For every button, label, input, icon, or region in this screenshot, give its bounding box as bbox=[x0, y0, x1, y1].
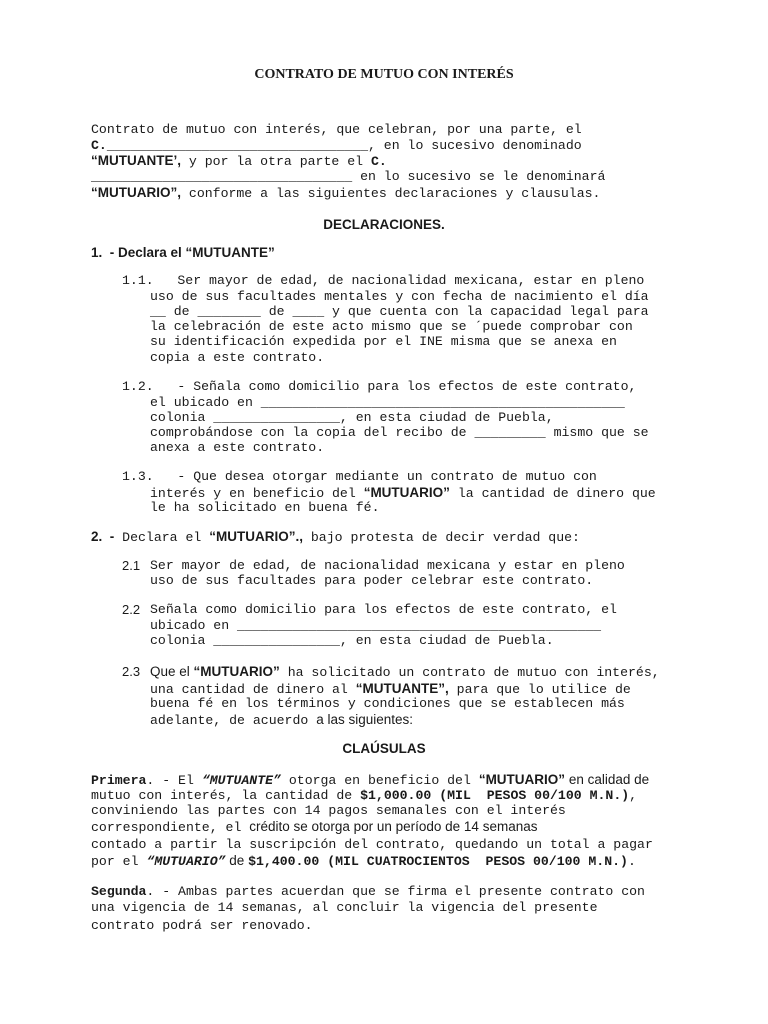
section-2-heading bbox=[91, 529, 580, 546]
intro-line-5 bbox=[91, 185, 600, 202]
item-number: 2.1 bbox=[122, 558, 141, 573]
mutuario-term: “MUTUARIO” bbox=[363, 485, 450, 500]
item-number: 2.3 bbox=[122, 664, 141, 679]
item-1-1-line: 1.1. Ser mayor de edad, de nacionalidad mexicana, estar en pleno bbox=[122, 273, 645, 288]
mutuante-term: “MUTUANTE” bbox=[201, 773, 281, 788]
amount-text: $1,000.00 (MIL PESOS 00/100 M.N.) bbox=[360, 788, 630, 803]
intro-line-3 bbox=[91, 153, 387, 170]
item-2-2-line: colonia ________________, en esta ciudad de Puebla. bbox=[150, 633, 554, 648]
intro-line-3-text: y por la otra parte el bbox=[181, 154, 371, 169]
primera-line-1 bbox=[91, 772, 649, 789]
item-1-2-line: comprobándose con la copia del recibo de _________ mismo que se bbox=[150, 425, 649, 440]
item-1-1-line: uso de sus facultades mentales y con fecha de nacimiento el día bbox=[150, 289, 649, 304]
item-2-2-line: ubicado en ______________________________________________ bbox=[150, 618, 602, 633]
clause-label: Segunda bbox=[91, 884, 147, 899]
amount-text: $1,400.00 bbox=[248, 854, 320, 869]
item-2-2-line: Señala como domicilio para los efectos de este contrato, el bbox=[150, 602, 617, 617]
item-2-3-text: Que el bbox=[150, 664, 194, 679]
item-1-3-text: interés y en beneficio del bbox=[150, 486, 364, 501]
intro-line-1: Contrato de mutuo con interés, que celebran, por una parte, el bbox=[91, 122, 582, 137]
clause-text: correspondiente, el bbox=[91, 820, 250, 835]
item-2-3-line bbox=[150, 712, 413, 729]
item-2-3-line: buena fé en los términos y condiciones que se establecen más bbox=[150, 696, 625, 711]
mutuante-term: “MUTUANTE’, bbox=[91, 153, 181, 168]
clause-text: por el bbox=[91, 854, 147, 869]
item-1-2-line: 1.2. - Señala como domicilio para los efectos de este contrato, bbox=[122, 379, 637, 394]
item-2-3-text: una cantidad de dinero al bbox=[150, 682, 356, 697]
mutuario-term: “MUTUARIO”., bbox=[209, 529, 303, 544]
item-2-3-text: ha solicitado un contrato de mutuo con interés, bbox=[279, 665, 660, 680]
clause-text: otorga en beneficio del bbox=[280, 773, 479, 788]
c-label: C. bbox=[91, 138, 107, 153]
clause-text: . - Ambas partes acuerdan que se firma el presente contrato con bbox=[146, 884, 645, 899]
item-1-1-line: __ de ________ de ____ y que cuenta con la capacidad legal para bbox=[150, 304, 649, 319]
declaraciones-heading: DECLARACIONES. bbox=[323, 217, 445, 232]
item-2-1-line: uso de sus facultades para poder celebrar este contrato. bbox=[150, 573, 594, 588]
section-2-text: Declara el bbox=[114, 530, 210, 545]
c-label-2: C. bbox=[370, 154, 387, 169]
mutuante-term: “MUTUANTE”, bbox=[355, 681, 449, 696]
section-2-text: bajo protesta de decir verdad que: bbox=[302, 530, 580, 545]
mutuario-term: “MUTUARIO”, bbox=[91, 185, 181, 200]
item-1-3-line: le ha solicitado en buena fé. bbox=[150, 500, 380, 515]
item-1-1-line: copia a este contrato. bbox=[150, 350, 325, 365]
clause-text: . - El bbox=[146, 773, 202, 788]
clause-text: en calidad de bbox=[565, 772, 650, 787]
intro-line-2-text: _________________________________, en lo sucesivo denominado bbox=[106, 138, 582, 153]
intro-line-5-text: conforme a las siguientes declaraciones y clausulas. bbox=[181, 186, 601, 201]
mutuario-term: “MUTUARIO” bbox=[478, 772, 566, 787]
mutuario-term: “MUTUARIO” bbox=[193, 664, 280, 679]
segunda-line-1 bbox=[91, 884, 645, 900]
mutuario-term: “MUTUARIO” bbox=[146, 854, 226, 869]
clause-text: crédito se otorga por un período de 14 semanas bbox=[249, 819, 538, 834]
primera-line-5: contado a partir la suscripción del contrato, quedando un total a pagar bbox=[91, 837, 653, 852]
clausulas-heading: CLAÚSULAS bbox=[342, 741, 426, 756]
intro-line-4: _________________________________ en lo sucesivo se le denominará bbox=[91, 169, 606, 184]
primera-line-2 bbox=[91, 788, 637, 804]
primera-line-3: conviniendo las partes con 14 pagos semanales con el interés bbox=[91, 803, 566, 818]
item-1-3-text: la cantidad de dinero que bbox=[449, 486, 656, 501]
intro-line-2 bbox=[91, 138, 582, 154]
item-2-3-text: para que lo utilice de bbox=[448, 682, 631, 697]
clause-text: de bbox=[225, 853, 249, 868]
document-title: CONTRATO DE MUTUO CON INTERÉS bbox=[254, 67, 514, 82]
amount-text: (MIL CUATROCIENTOS PESOS 00/100 M.N.) bbox=[319, 854, 628, 869]
section-1-heading: 1. - Declara el “MUTUANTE” bbox=[91, 245, 275, 260]
item-1-1-line: su identificación expedida por el INE misma que se anexa en bbox=[150, 334, 617, 349]
item-1-1-line: la celebración de este acto mismo que se ´puede comprobar con bbox=[150, 319, 633, 334]
item-2-1-line: Ser mayor de edad, de nacionalidad mexicana y estar en pleno bbox=[150, 558, 625, 573]
item-2-3-text: adelante, de acuerdo bbox=[150, 713, 317, 728]
segunda-line-2: una vigencia de 14 semanas, al concluir la vigencia del presente bbox=[91, 900, 598, 915]
item-2-3-line bbox=[150, 664, 660, 681]
clause-text: , bbox=[629, 788, 638, 803]
clause-text: mutuo con interés, la cantidad de bbox=[91, 788, 361, 803]
clause-label: Primera bbox=[91, 773, 147, 788]
clause-text: . bbox=[627, 854, 636, 869]
segunda-line-3: contrato podrá ser renovado. bbox=[91, 918, 313, 933]
item-2-3-text: a las siguientes: bbox=[316, 712, 414, 727]
item-1-2-line: anexa a este contrato. bbox=[150, 440, 325, 455]
primera-line-4 bbox=[91, 819, 537, 836]
item-1-2-line: el ubicado en ______________________________________________ bbox=[150, 395, 625, 410]
item-1-3-line: 1.3. - Que desea otorgar mediante un contrato de mutuo con bbox=[122, 469, 597, 484]
primera-line-6 bbox=[91, 853, 636, 870]
section-2-number: 2. - bbox=[91, 529, 115, 544]
item-number: 2.2 bbox=[122, 602, 141, 617]
item-1-2-line: colonia ________________, en esta ciudad de Puebla, bbox=[150, 410, 554, 425]
